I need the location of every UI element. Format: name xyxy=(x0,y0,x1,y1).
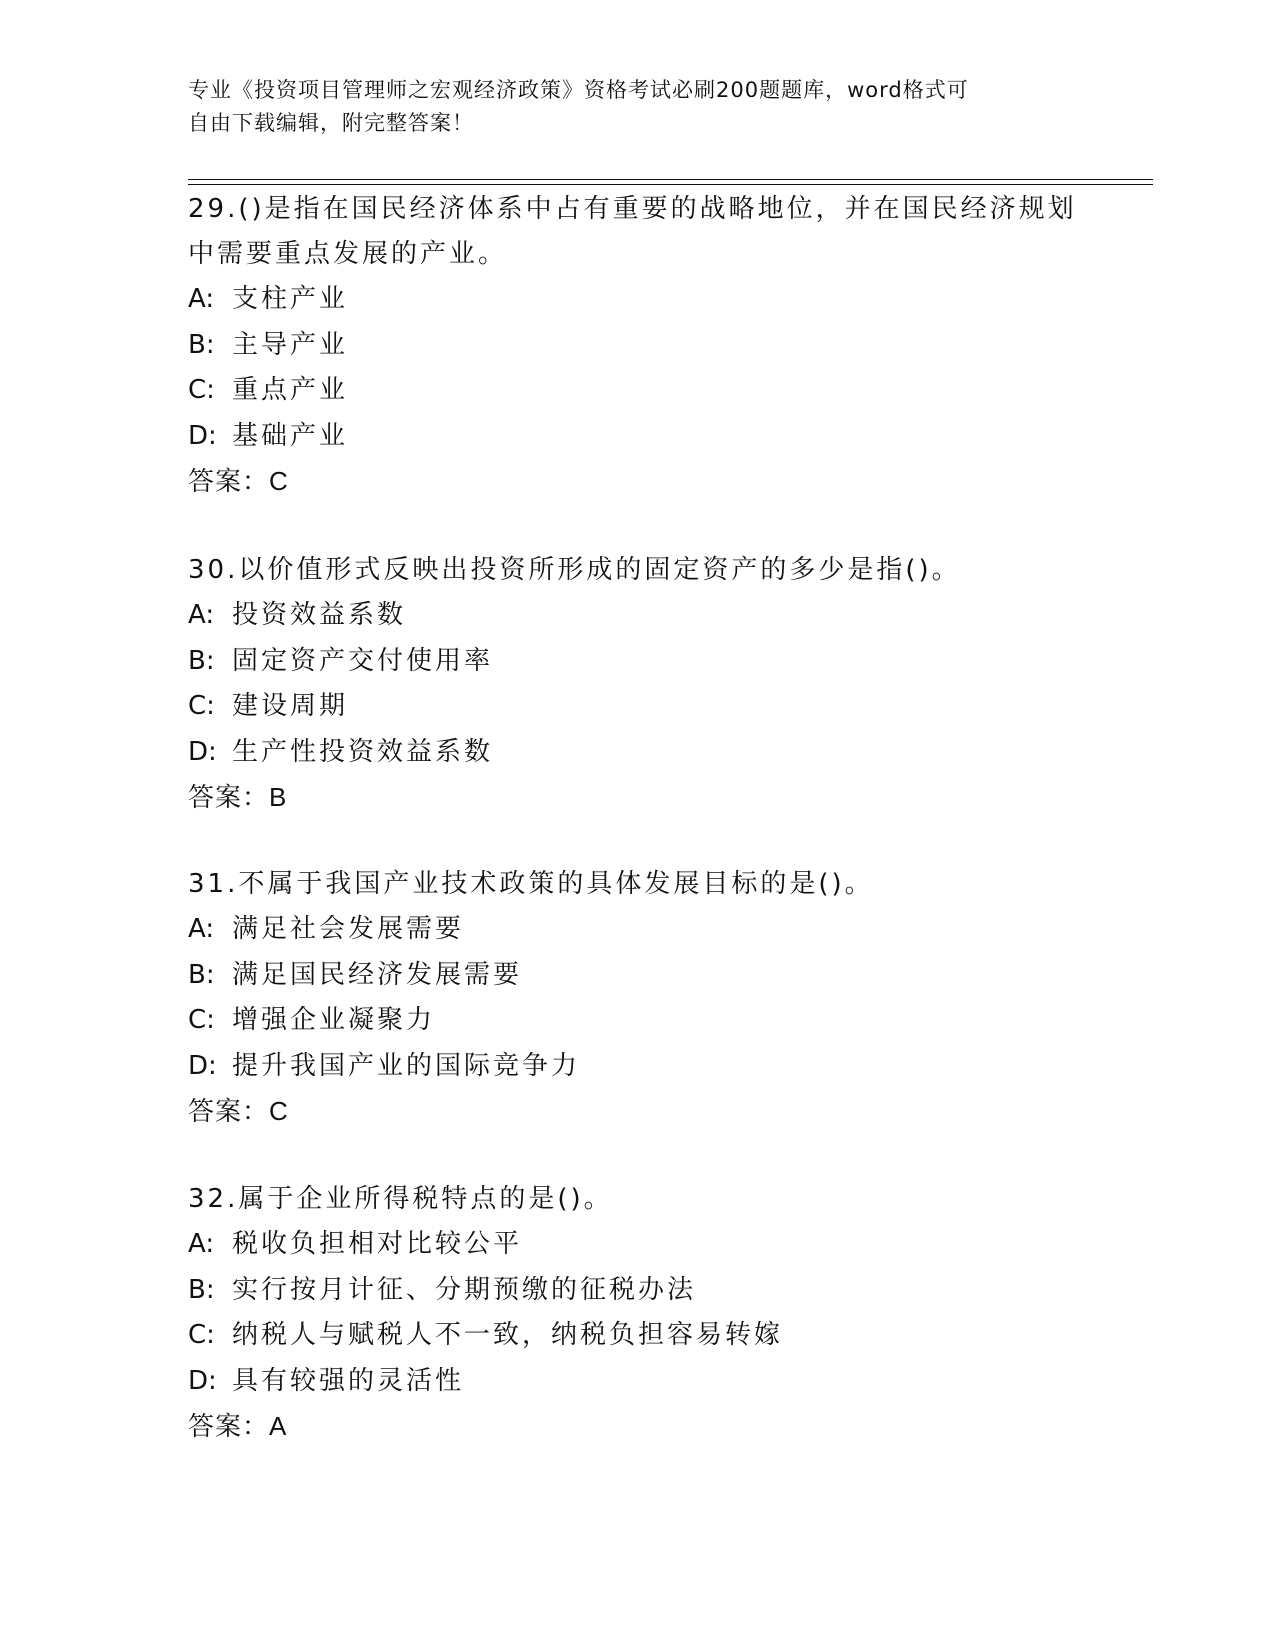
option-key: D: xyxy=(188,736,217,767)
option-text: 纳税人与赋税人不一致，纳税负担容易转嫁 xyxy=(232,1320,784,1350)
option-a xyxy=(188,277,1088,323)
option-key: C: xyxy=(188,1005,215,1035)
question-stem-line-1: 29.()是指在国民经济体系中占有重要的战略地位，并在国民经济规划 xyxy=(188,194,1077,224)
option-b xyxy=(188,323,1088,369)
option-d xyxy=(188,414,1088,460)
answer: 答案：C xyxy=(188,466,289,496)
option-key: D: xyxy=(188,1365,217,1396)
option-text: 主导产业 xyxy=(232,329,349,360)
option-text: 重点产业 xyxy=(232,375,349,405)
option-text: 满足国民经济发展需要 xyxy=(232,959,523,990)
option-key: D: xyxy=(188,420,217,451)
question-29 xyxy=(188,187,1088,505)
option-text: 增强企业凝聚力 xyxy=(232,1005,436,1035)
option-text: 生产性投资效益系数 xyxy=(232,736,494,767)
option-text: 建设周期 xyxy=(232,691,349,721)
header-divider-bottom xyxy=(188,184,1153,185)
option-key: B: xyxy=(188,959,215,990)
header-line-2: 自由下载编辑，附完整答案！ xyxy=(188,111,474,135)
option-c xyxy=(188,1313,1088,1359)
question-31 xyxy=(188,862,1088,1135)
option-c xyxy=(188,998,1088,1044)
option-key: C: xyxy=(188,691,215,721)
question-stem-line-2: 中需要重点发展的产业。 xyxy=(188,239,508,269)
option-text: 固定资产交付使用率 xyxy=(232,645,494,676)
question-stem xyxy=(188,548,1088,593)
header-line-1: 专业《投资项目管理师之宏观经济政策》资格考试必刷200题题库，word格式可 xyxy=(188,78,969,102)
option-text: 提升我国产业的国际竞争力 xyxy=(232,1050,581,1081)
option-key: C: xyxy=(188,375,215,405)
answer: 答案：C xyxy=(188,1096,289,1126)
header-divider-top xyxy=(188,179,1153,180)
option-key: A: xyxy=(188,914,215,944)
option-key: B: xyxy=(188,329,215,360)
question-stem-line-1: 31.不属于我国产业技术政策的具体发展目标的是()。 xyxy=(188,869,874,899)
option-d xyxy=(188,1359,1088,1405)
option-text: 具有较强的灵活性 xyxy=(232,1365,465,1396)
option-text: 支柱产业 xyxy=(232,284,349,314)
option-key: C: xyxy=(188,1320,215,1350)
question-stem xyxy=(188,187,1088,277)
option-text: 实行按月计征、分期预缴的征税办法 xyxy=(232,1274,697,1305)
option-c xyxy=(188,368,1088,414)
question-stem xyxy=(188,862,1088,907)
option-key: B: xyxy=(188,1274,215,1305)
option-key: D: xyxy=(188,1050,217,1081)
option-d xyxy=(188,730,1088,776)
option-a xyxy=(188,593,1088,639)
question-32 xyxy=(188,1177,1088,1450)
option-key: B: xyxy=(188,645,215,676)
option-b xyxy=(188,953,1088,999)
question-stem-line-1: 32.属于企业所得税特点的是()。 xyxy=(188,1184,613,1214)
question-stem-line-1: 30.以价值形式反映出投资所形成的固定资产的多少是指()。 xyxy=(188,555,961,585)
question-stem xyxy=(188,1177,1088,1222)
answer: 答案：A xyxy=(188,1411,288,1441)
option-a xyxy=(188,1222,1088,1268)
option-key: A: xyxy=(188,600,215,630)
answer: 答案：B xyxy=(188,782,288,812)
option-c xyxy=(188,684,1088,730)
document-header xyxy=(188,74,1088,140)
option-a xyxy=(188,907,1088,953)
option-text: 投资效益系数 xyxy=(232,600,407,630)
option-text: 基础产业 xyxy=(232,420,349,451)
option-text: 税收负担相对比较公平 xyxy=(232,1229,523,1259)
option-text: 满足社会发展需要 xyxy=(232,914,465,944)
option-d xyxy=(188,1044,1088,1090)
option-key: A: xyxy=(188,1229,215,1259)
question-30 xyxy=(188,548,1088,821)
option-key: A: xyxy=(188,284,215,314)
option-b xyxy=(188,1268,1088,1314)
option-b xyxy=(188,639,1088,685)
